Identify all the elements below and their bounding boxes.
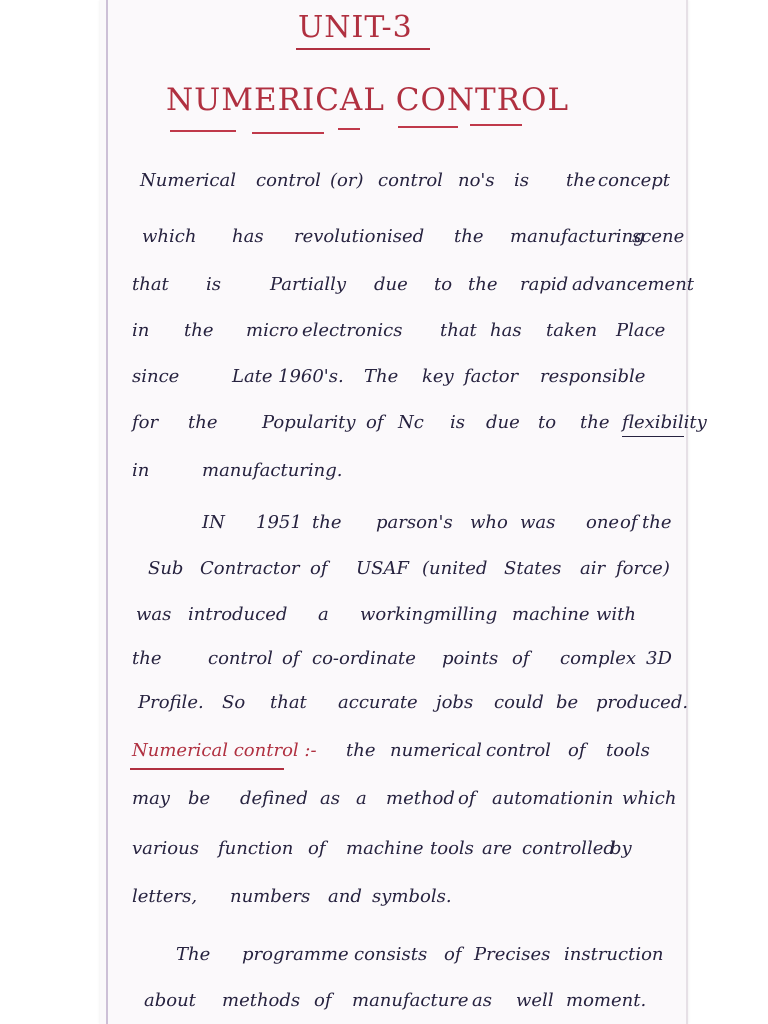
word: to	[538, 412, 557, 433]
word: working	[360, 604, 435, 625]
word: (united	[422, 558, 488, 579]
word: points	[442, 648, 499, 669]
definition-heading: Numerical control :-	[132, 740, 317, 761]
word: which	[622, 788, 677, 809]
word: manufacturing.	[202, 460, 343, 481]
word: Sub	[148, 558, 184, 579]
text-line	[132, 558, 688, 588]
word: tools	[606, 740, 650, 761]
text-line	[132, 740, 688, 770]
word: Late	[232, 366, 273, 387]
word: of	[366, 412, 384, 433]
text-line	[132, 460, 688, 490]
word: function	[218, 838, 294, 859]
word: of	[310, 558, 328, 579]
text-line	[132, 886, 688, 916]
word: automation	[492, 788, 596, 809]
word: is	[514, 170, 529, 191]
word: of	[308, 838, 326, 859]
word: USAF	[356, 558, 409, 579]
word: has	[490, 320, 522, 341]
word: produced.	[596, 692, 689, 713]
word: the	[346, 740, 376, 761]
word: for	[132, 412, 159, 433]
word: numerical	[390, 740, 482, 761]
word: control	[378, 170, 443, 191]
title-underline	[170, 130, 236, 132]
word: are	[482, 838, 512, 859]
word: flexibility	[622, 412, 707, 433]
word: revolutionised	[294, 226, 425, 247]
word: States	[504, 558, 562, 579]
word: factor	[464, 366, 519, 387]
word: is	[450, 412, 465, 433]
word: of	[620, 512, 638, 533]
word: that	[270, 692, 307, 713]
word: in	[596, 788, 614, 809]
word: has	[232, 226, 264, 247]
word: in	[132, 460, 150, 481]
word: the	[468, 274, 498, 295]
word: complex	[560, 648, 637, 669]
word: that	[440, 320, 477, 341]
word: the	[454, 226, 484, 247]
word: 1960's.	[278, 366, 344, 387]
definition-underline	[130, 768, 284, 770]
word: method	[386, 788, 455, 809]
word: the	[312, 512, 342, 533]
word: programme	[242, 944, 349, 965]
word: the	[188, 412, 218, 433]
text-line	[132, 366, 688, 396]
word: Precises	[474, 944, 551, 965]
word: that	[132, 274, 169, 295]
word: may	[132, 788, 170, 809]
word-underline	[622, 436, 684, 437]
text-line	[132, 170, 688, 200]
word: electronics	[302, 320, 403, 341]
word: defined	[240, 788, 308, 809]
word: well	[516, 990, 554, 1011]
text-line	[132, 692, 688, 722]
word: manufacture	[352, 990, 469, 1011]
word: of	[568, 740, 586, 761]
word: concept	[598, 170, 670, 191]
text-line	[132, 320, 688, 350]
word: force)	[616, 558, 670, 579]
word: milling	[434, 604, 498, 625]
text-line	[132, 604, 688, 634]
word: taken	[546, 320, 598, 341]
word: of	[314, 990, 332, 1011]
word: control	[256, 170, 321, 191]
margin-line	[106, 0, 108, 1024]
word: the	[184, 320, 214, 341]
word: of	[512, 648, 530, 669]
word: symbols.	[372, 886, 452, 907]
word: introduced	[188, 604, 288, 625]
word: 1951	[256, 512, 302, 533]
word: instruction	[564, 944, 664, 965]
word: the	[642, 512, 672, 533]
word: micro	[246, 320, 299, 341]
word: Numerical	[140, 170, 236, 191]
word: with	[596, 604, 636, 625]
unit-title: UNIT-3	[298, 10, 413, 45]
word: scene	[632, 226, 685, 247]
word: key	[422, 366, 454, 387]
text-line	[132, 990, 688, 1020]
word: be	[556, 692, 579, 713]
word: could	[494, 692, 544, 713]
word: one	[586, 512, 620, 533]
word: Place	[616, 320, 666, 341]
word: machine	[512, 604, 590, 625]
word: by	[610, 838, 632, 859]
text-line	[132, 788, 688, 818]
word: to	[434, 274, 453, 295]
word: of	[282, 648, 300, 669]
title-underline	[398, 126, 458, 128]
main-title: NUMERICAL CONTROL	[166, 82, 570, 118]
word: the	[580, 412, 610, 433]
word: Profile.	[138, 692, 204, 713]
word: was	[520, 512, 556, 533]
text-line	[132, 274, 695, 304]
word: control	[486, 740, 551, 761]
word: no's	[458, 170, 495, 191]
word: accurate	[338, 692, 418, 713]
word: machine	[346, 838, 424, 859]
word: air	[580, 558, 606, 579]
word: as	[472, 990, 492, 1011]
word: who	[470, 512, 508, 533]
word: numbers	[230, 886, 311, 907]
word: 3D	[646, 648, 672, 669]
word: is	[206, 274, 221, 295]
word: responsible	[540, 366, 646, 387]
word: letters,	[132, 886, 198, 907]
text-line	[132, 226, 688, 256]
title-underline	[470, 124, 522, 126]
word: the	[132, 648, 162, 669]
word: of	[444, 944, 462, 965]
word: due	[486, 412, 520, 433]
word: parson's	[376, 512, 453, 533]
word: advancement	[572, 274, 695, 295]
word: the	[566, 170, 596, 191]
word: a	[356, 788, 367, 809]
word: control	[208, 648, 273, 669]
word: Popularity	[262, 412, 356, 433]
text-line	[132, 512, 688, 542]
word: methods	[222, 990, 301, 1011]
word: a	[318, 604, 329, 625]
word: rapid	[520, 274, 569, 295]
title-underline	[252, 132, 324, 134]
word: in	[132, 320, 150, 341]
word: moment.	[566, 990, 647, 1011]
text-line	[132, 412, 707, 442]
word: about	[144, 990, 196, 1011]
word: since	[132, 366, 180, 387]
word: jobs	[436, 692, 474, 713]
word: Partially	[270, 274, 347, 295]
word: The	[364, 366, 399, 387]
word: and	[328, 886, 362, 907]
word: of	[458, 788, 476, 809]
word: Contractor	[200, 558, 300, 579]
word: various	[132, 838, 199, 859]
text-line	[132, 944, 688, 974]
word: manufacturing	[510, 226, 645, 247]
word: as	[320, 788, 340, 809]
word: be	[188, 788, 211, 809]
word: IN	[202, 512, 225, 533]
word: controlled	[522, 838, 615, 859]
unit-title-underline	[296, 48, 430, 50]
text-line	[132, 648, 688, 678]
word: which	[142, 226, 197, 247]
word: So	[222, 692, 246, 713]
word: tools	[430, 838, 474, 859]
word: Nc	[398, 412, 424, 433]
word: due	[374, 274, 408, 295]
text-line	[132, 838, 688, 868]
word: consists	[354, 944, 428, 965]
word: The	[176, 944, 211, 965]
title-underline	[338, 128, 360, 130]
word: (or)	[330, 170, 364, 191]
word: was	[136, 604, 172, 625]
word: co-ordinate	[312, 648, 416, 669]
